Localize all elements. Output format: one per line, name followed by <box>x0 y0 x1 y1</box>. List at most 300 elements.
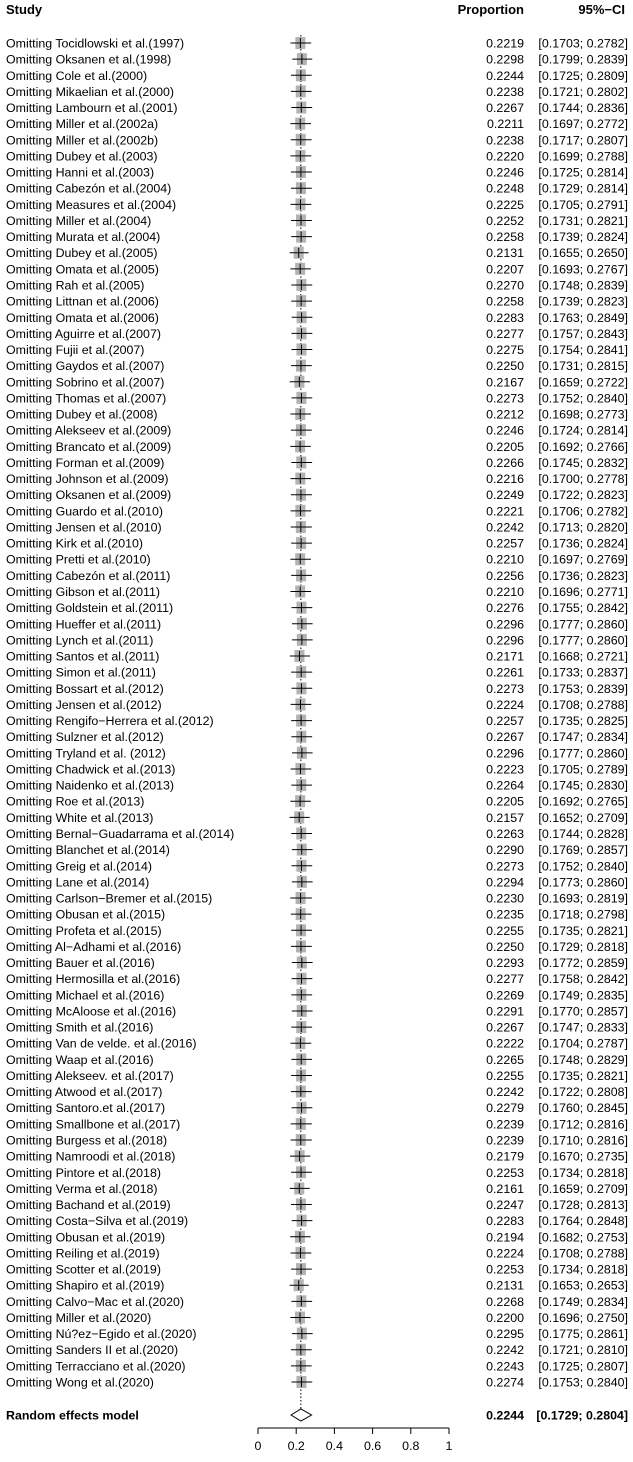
study-row <box>6 1053 628 1067</box>
study-proportion: 0.2261 <box>486 665 524 680</box>
study-ci: [0.1736; 0.2824] <box>538 536 628 551</box>
study-row <box>6 1069 628 1083</box>
study-row <box>6 456 628 470</box>
study-label: Omitting Jensen et al.(2010) <box>6 520 162 535</box>
study-proportion: 0.2277 <box>486 972 524 987</box>
study-ci: [0.1728; 0.2813] <box>538 1198 628 1213</box>
study-ci: [0.1729; 0.2814] <box>538 181 628 196</box>
study-ci: [0.1718; 0.2798] <box>538 907 628 922</box>
study-row <box>6 311 628 325</box>
study-row <box>6 569 628 583</box>
study-label: Omitting Miller et al.(2004) <box>6 213 152 228</box>
study-ci: [0.1769; 0.2857] <box>538 843 628 858</box>
study-label: Omitting Littnan et al.(2006) <box>6 294 159 309</box>
study-proportion: 0.2250 <box>486 939 524 954</box>
study-proportion: 0.2224 <box>486 697 524 712</box>
study-row <box>6 1263 628 1277</box>
study-label: Omitting Shapiro et al.(2019) <box>6 1278 165 1293</box>
x-tick-label: 0.8 <box>402 1439 420 1453</box>
study-ci: [0.1703; 0.2782] <box>538 36 628 51</box>
study-ci: [0.1752; 0.2840] <box>538 859 628 874</box>
study-ci: [0.1696; 0.2750] <box>538 1310 628 1325</box>
study-proportion: 0.2211 <box>487 117 524 132</box>
study-proportion: 0.2223 <box>486 762 524 777</box>
study-row <box>6 214 628 228</box>
study-proportion: 0.2224 <box>486 1246 524 1261</box>
study-proportion: 0.2212 <box>486 407 524 422</box>
study-ci: [0.1777; 0.2860] <box>538 746 628 761</box>
study-row <box>6 1311 628 1325</box>
study-proportion: 0.2230 <box>486 891 524 906</box>
study-ci: [0.1735; 0.2825] <box>538 714 628 729</box>
study-row <box>6 1376 628 1390</box>
study-label: Omitting Carlson−Bremer et al.(2015) <box>6 891 213 906</box>
study-label: Omitting Bossart et al.(2012) <box>6 681 164 696</box>
study-row <box>6 101 628 115</box>
study-proportion: 0.2207 <box>486 262 524 277</box>
study-ci: [0.1653; 0.2653] <box>538 1278 628 1293</box>
study-row <box>6 1279 628 1293</box>
study-row <box>6 843 628 857</box>
study-proportion: 0.2179 <box>486 1149 524 1164</box>
study-row <box>6 762 628 776</box>
study-ci: [0.1725; 0.2809] <box>538 68 628 83</box>
study-ci: [0.1655; 0.2650] <box>538 246 628 261</box>
study-row <box>6 892 628 906</box>
study-row <box>6 472 628 486</box>
study-label: Omitting Roe et al.(2013) <box>6 794 145 809</box>
summary-diamond <box>291 1409 312 1421</box>
study-label: Omitting Dubey et al.(2005) <box>6 246 158 261</box>
study-label: Omitting Cabezón et al.(2004) <box>6 181 172 196</box>
study-row <box>6 972 628 986</box>
study-label: Omitting Hanni et al.(2003) <box>6 165 155 180</box>
study-ci: [0.1753; 0.2839] <box>538 681 628 696</box>
study-proportion: 0.2253 <box>486 1165 524 1180</box>
study-proportion: 0.2266 <box>486 455 524 470</box>
study-label: Omitting Smith et al.(2016) <box>6 1020 154 1035</box>
study-label: Omitting Tryland et al. (2012) <box>6 746 166 761</box>
study-proportion: 0.2264 <box>486 778 524 793</box>
study-ci: [0.1748; 0.2839] <box>538 278 628 293</box>
study-ci: [0.1693; 0.2767] <box>538 262 628 277</box>
study-row <box>6 230 628 244</box>
study-ci: [0.1692; 0.2766] <box>538 439 628 454</box>
study-row <box>6 908 628 922</box>
study-ci: [0.1733; 0.2837] <box>538 665 628 680</box>
study-ci: [0.1704; 0.2787] <box>538 1036 628 1051</box>
study-ci: [0.1745; 0.2830] <box>538 778 628 793</box>
study-proportion: 0.2263 <box>486 826 524 841</box>
study-row <box>6 1214 628 1228</box>
study-ci: [0.1755; 0.2842] <box>538 601 628 616</box>
x-axis <box>255 1428 453 1453</box>
study-row <box>6 1182 628 1196</box>
study-proportion: 0.2242 <box>486 1343 524 1358</box>
study-row <box>6 520 628 534</box>
study-proportion: 0.2210 <box>486 585 524 600</box>
study-ci: [0.1710; 0.2816] <box>538 1133 628 1148</box>
study-proportion: 0.2239 <box>486 1133 524 1148</box>
study-row <box>6 1021 628 1035</box>
study-label: Omitting Bauer et al.(2016) <box>6 956 155 971</box>
study-proportion: 0.2277 <box>486 326 524 341</box>
study-proportion: 0.2293 <box>486 956 524 971</box>
study-ci: [0.1777; 0.2860] <box>538 633 628 648</box>
study-row <box>6 133 628 147</box>
study-proportion: 0.2296 <box>486 746 524 761</box>
study-label: Omitting Mikaelian et al.(2000) <box>6 84 175 99</box>
study-proportion: 0.2242 <box>486 520 524 535</box>
study-row <box>6 1101 628 1115</box>
study-ci: [0.1773; 0.2860] <box>538 875 628 890</box>
study-row <box>6 182 628 196</box>
study-proportion: 0.2269 <box>486 988 524 1003</box>
study-proportion: 0.2270 <box>486 278 524 293</box>
study-proportion: 0.2246 <box>486 165 524 180</box>
study-row <box>6 666 628 680</box>
study-proportion: 0.2225 <box>486 197 524 212</box>
study-row <box>6 343 628 357</box>
study-ci: [0.1659; 0.2709] <box>538 1181 628 1196</box>
study-row <box>6 698 628 712</box>
x-tick-label: 0.6 <box>363 1439 382 1453</box>
study-ci: [0.1659; 0.2722] <box>538 375 628 390</box>
study-proportion: 0.2247 <box>486 1198 524 1213</box>
study-proportion: 0.2244 <box>486 68 524 83</box>
study-label: Omitting Goldstein et al.(2011) <box>6 601 174 616</box>
study-row <box>6 117 628 131</box>
study-ci: [0.1725; 0.2814] <box>538 165 628 180</box>
study-row <box>6 504 628 518</box>
study-row <box>6 149 628 163</box>
study-row <box>6 1343 628 1357</box>
study-proportion: 0.2205 <box>486 439 524 454</box>
study-row <box>6 940 628 954</box>
study-label: Omitting Miller et al.(2020) <box>6 1310 152 1325</box>
study-ci: [0.1706; 0.2782] <box>538 504 628 519</box>
study-label: Omitting Omata et al.(2005) <box>6 262 159 277</box>
study-proportion: 0.2255 <box>486 1068 524 1083</box>
study-proportion: 0.2248 <box>486 181 524 196</box>
x-tick-label: 0.2 <box>287 1439 305 1453</box>
study-ci: [0.1696; 0.2771] <box>538 585 628 600</box>
study-proportion: 0.2131 <box>486 246 524 261</box>
study-row <box>6 440 628 454</box>
study-ci: [0.1760; 0.2845] <box>538 1101 628 1116</box>
study-ci: [0.1757; 0.2843] <box>538 326 628 341</box>
study-label: Omitting Scotter et al.(2019) <box>6 1262 161 1277</box>
study-row <box>6 1295 628 1309</box>
study-ci: [0.1747; 0.2833] <box>538 1020 628 1035</box>
x-tick-label: 1 <box>445 1439 453 1453</box>
study-ci: [0.1739; 0.2824] <box>538 230 628 245</box>
summary-proportion: 0.2244 <box>486 1408 524 1423</box>
study-label: Omitting Forman et al.(2009) <box>6 455 165 470</box>
study-row <box>6 617 628 631</box>
study-label: Omitting Michael et al.(2016) <box>6 988 165 1003</box>
study-label: Omitting Simon et al.(2011) <box>6 665 156 680</box>
study-label: Omitting Nú?ez−Egido et al.(2020) <box>6 1327 197 1342</box>
study-row <box>6 1134 628 1148</box>
study-label: Omitting Naidenko et al.(2013) <box>6 778 175 793</box>
study-row <box>6 714 628 728</box>
study-ci: [0.1729; 0.2818] <box>538 939 628 954</box>
study-label: Omitting Reiling et al.(2019) <box>6 1246 160 1261</box>
study-label: Omitting Terracciano et al.(2020) <box>6 1359 186 1374</box>
study-row <box>6 811 628 825</box>
study-row <box>6 69 628 83</box>
study-row <box>6 391 628 405</box>
study-proportion: 0.2194 <box>486 1230 524 1245</box>
study-label: Omitting Hermosilla et al.(2016) <box>6 972 181 987</box>
study-ci: [0.1770; 0.2857] <box>538 1004 628 1019</box>
study-label: Omitting Calvo−Mac et al.(2020) <box>6 1294 185 1309</box>
study-proportion: 0.2273 <box>486 681 524 696</box>
study-label: Omitting Al−Adhami et al.(2016) <box>6 939 182 954</box>
study-row <box>6 295 628 309</box>
study-label: Omitting Lynch et al.(2011) <box>6 633 154 648</box>
study-label: Omitting Dubey et al.(2003) <box>6 149 158 164</box>
study-rows <box>6 35 628 1409</box>
study-label: Omitting Van de velde. et al.(2016) <box>6 1036 197 1051</box>
study-label: Omitting Pretti et al.(2010) <box>6 552 151 567</box>
study-row <box>6 1166 628 1180</box>
study-label: Omitting Atwood et al.(2017) <box>6 1085 163 1100</box>
study-row <box>6 585 628 599</box>
study-row <box>6 682 628 696</box>
study-proportion: 0.2210 <box>486 552 524 567</box>
study-proportion: 0.2283 <box>486 310 524 325</box>
study-label: Omitting Lane et al.(2014) <box>6 875 150 890</box>
study-label: Omitting Pintore et al.(2018) <box>6 1165 161 1180</box>
study-proportion: 0.2267 <box>486 101 524 116</box>
study-ci: [0.1749; 0.2834] <box>538 1294 628 1309</box>
study-proportion: 0.2239 <box>486 1117 524 1132</box>
study-ci: [0.1705; 0.2791] <box>538 197 628 212</box>
study-proportion: 0.2290 <box>486 843 524 858</box>
study-row <box>6 262 628 276</box>
study-ci: [0.1731; 0.2815] <box>538 359 628 374</box>
study-row <box>6 424 628 438</box>
study-proportion: 0.2295 <box>486 1327 524 1342</box>
study-ci: [0.1736; 0.2823] <box>538 568 628 583</box>
study-row <box>6 795 628 809</box>
study-ci: [0.1744; 0.2836] <box>538 101 628 116</box>
study-label: Omitting Murata et al.(2004) <box>6 230 161 245</box>
study-label: Omitting Chadwick et al.(2013) <box>6 762 176 777</box>
study-proportion: 0.2249 <box>486 488 524 503</box>
study-label: Omitting Burgess et al.(2018) <box>6 1133 168 1148</box>
study-row <box>6 956 628 970</box>
study-label: Omitting Brancato et al.(2009) <box>6 439 172 454</box>
study-ci: [0.1713; 0.2820] <box>538 520 628 535</box>
study-proportion: 0.2268 <box>486 1294 524 1309</box>
study-row <box>6 408 628 422</box>
study-label: Omitting Obusan et al.(2019) <box>6 1230 166 1245</box>
summary-row <box>6 1409 628 1423</box>
study-label: Omitting Cabezón et al.(2011) <box>6 568 171 583</box>
study-row <box>6 327 628 341</box>
study-row <box>6 859 628 873</box>
study-ci: [0.1708; 0.2788] <box>538 697 628 712</box>
study-proportion: 0.2276 <box>486 601 524 616</box>
study-proportion: 0.2296 <box>486 633 524 648</box>
study-ci: [0.1698; 0.2773] <box>538 407 628 422</box>
study-ci: [0.1705; 0.2789] <box>538 762 628 777</box>
study-ci: [0.1682; 0.2753] <box>538 1230 628 1245</box>
study-proportion: 0.2296 <box>486 617 524 632</box>
study-proportion: 0.2275 <box>486 343 524 358</box>
study-label: Omitting Profeta et al.(2015) <box>6 923 162 938</box>
study-row <box>6 1004 628 1018</box>
x-tick-label: 0.4 <box>325 1439 344 1453</box>
study-ci: [0.1749; 0.2835] <box>538 988 628 1003</box>
study-label: Omitting Miller et al.(2002a) <box>6 117 159 132</box>
study-proportion: 0.2235 <box>486 907 524 922</box>
study-proportion: 0.2257 <box>486 714 524 729</box>
study-label: Omitting Sulzner et al.(2012) <box>6 730 164 745</box>
study-ci: [0.1724; 0.2814] <box>538 423 628 438</box>
study-proportion: 0.2220 <box>486 149 524 164</box>
study-proportion: 0.2267 <box>486 730 524 745</box>
study-row <box>6 1327 628 1341</box>
study-proportion: 0.2246 <box>486 423 524 438</box>
study-proportion: 0.2205 <box>486 794 524 809</box>
study-row <box>6 1150 628 1164</box>
study-proportion: 0.2258 <box>486 230 524 245</box>
study-ci: [0.1670; 0.2735] <box>538 1149 628 1164</box>
x-tick-label: 0 <box>254 1439 262 1453</box>
study-row <box>6 1198 628 1212</box>
header-ci: 95%−CI <box>578 2 625 17</box>
study-label: Omitting Cole et al.(2000) <box>6 68 148 83</box>
study-label: Omitting Namroodi et al.(2018) <box>6 1149 176 1164</box>
study-proportion: 0.2291 <box>486 1004 524 1019</box>
study-label: Omitting Bernal−Guadarrama et al.(2014) <box>6 826 235 841</box>
study-row <box>6 601 628 615</box>
study-proportion: 0.2273 <box>486 391 524 406</box>
study-proportion: 0.2238 <box>486 133 524 148</box>
study-proportion: 0.2257 <box>486 536 524 551</box>
study-ci: [0.1721; 0.2802] <box>538 84 628 99</box>
study-row <box>6 779 628 793</box>
study-ci: [0.1699; 0.2788] <box>538 149 628 164</box>
header-proportion: Proportion <box>457 2 524 17</box>
study-ci: [0.1753; 0.2840] <box>538 1375 628 1390</box>
header-study: Study <box>6 2 43 17</box>
study-proportion: 0.2243 <box>486 1359 524 1374</box>
study-label: Omitting Santos et al.(2011) <box>6 649 160 664</box>
study-ci: [0.1725; 0.2807] <box>538 1359 628 1374</box>
study-label: Omitting Kirk et al.(2010) <box>6 536 144 551</box>
study-ci: [0.1712; 0.2816] <box>538 1117 628 1132</box>
study-ci: [0.1747; 0.2834] <box>538 730 628 745</box>
study-label: Omitting Sobrino et al.(2007) <box>6 375 165 390</box>
study-proportion: 0.2222 <box>486 1036 524 1051</box>
study-ci: [0.1739; 0.2823] <box>538 294 628 309</box>
study-row <box>6 198 628 212</box>
study-ci: [0.1731; 0.2821] <box>538 213 628 228</box>
study-label: Omitting Miller et al.(2002b) <box>6 133 159 148</box>
study-proportion: 0.2167 <box>486 375 524 390</box>
study-proportion: 0.2200 <box>486 1310 524 1325</box>
study-row <box>6 53 628 67</box>
study-ci: [0.1744; 0.2828] <box>538 826 628 841</box>
study-label: Omitting Fujii et al.(2007) <box>6 343 145 358</box>
study-ci: [0.1752; 0.2840] <box>538 391 628 406</box>
study-row <box>6 375 628 389</box>
study-row <box>6 246 628 260</box>
study-row <box>6 1230 628 1244</box>
study-ci: [0.1700; 0.2778] <box>538 472 628 487</box>
study-proportion: 0.2221 <box>486 504 524 519</box>
study-proportion: 0.2238 <box>486 84 524 99</box>
study-row <box>6 166 628 180</box>
study-label: Omitting Obusan et al.(2015) <box>6 907 166 922</box>
study-proportion: 0.2253 <box>486 1262 524 1277</box>
study-row <box>6 988 628 1002</box>
study-label: Omitting Dubey et al.(2008) <box>6 407 158 422</box>
study-ci: [0.1721; 0.2810] <box>538 1343 628 1358</box>
study-proportion: 0.2242 <box>486 1085 524 1100</box>
study-ci: [0.1754; 0.2841] <box>538 343 628 358</box>
study-proportion: 0.2279 <box>486 1101 524 1116</box>
study-row <box>6 633 628 647</box>
study-ci: [0.1722; 0.2823] <box>538 488 628 503</box>
study-ci: [0.1652; 0.2709] <box>538 810 628 825</box>
study-proportion: 0.2258 <box>486 294 524 309</box>
study-row <box>6 85 628 99</box>
study-label: Omitting Greig et al.(2014) <box>6 859 152 874</box>
study-row <box>6 1359 628 1373</box>
study-ci: [0.1697; 0.2772] <box>538 117 628 132</box>
study-label: Omitting Santoro.et al.(2017) <box>6 1101 166 1116</box>
study-row <box>6 827 628 841</box>
study-proportion: 0.2273 <box>486 859 524 874</box>
study-row <box>6 924 628 938</box>
study-label: Omitting Guardo et al.(2010) <box>6 504 164 519</box>
study-label: Omitting Aguirre et al.(2007) <box>6 326 161 341</box>
study-label: Omitting Blanchet et al.(2014) <box>6 843 170 858</box>
study-ci: [0.1745; 0.2832] <box>538 455 628 470</box>
study-proportion: 0.2250 <box>486 359 524 374</box>
study-row <box>6 746 628 760</box>
study-label: Omitting Rengifo−Herrera et al.(2012) <box>6 714 214 729</box>
study-ci: [0.1735; 0.2821] <box>538 1068 628 1083</box>
study-label: Omitting White et al.(2013) <box>6 810 154 825</box>
study-label: Omitting Hueffer et al.(2011) <box>6 617 162 632</box>
study-ci: [0.1668; 0.2721] <box>538 649 628 664</box>
study-ci: [0.1693; 0.2819] <box>538 891 628 906</box>
study-proportion: 0.2157 <box>486 810 524 825</box>
study-label: Omitting Gibson et al.(2011) <box>6 585 161 600</box>
study-proportion: 0.2274 <box>486 1375 524 1390</box>
study-ci: [0.1763; 0.2849] <box>538 310 628 325</box>
study-label: Omitting Measures et al.(2004) <box>6 197 177 212</box>
study-label: Omitting Costa−Silva et al.(2019) <box>6 1214 189 1229</box>
study-proportion: 0.2219 <box>486 36 524 51</box>
study-row <box>6 37 628 51</box>
study-ci: [0.1777; 0.2860] <box>538 617 628 632</box>
study-row <box>6 488 628 502</box>
study-ci: [0.1748; 0.2829] <box>538 1052 628 1067</box>
study-ci: [0.1735; 0.2821] <box>538 923 628 938</box>
study-label: Omitting Bachand et al.(2019) <box>6 1198 171 1213</box>
study-row <box>6 730 628 744</box>
study-proportion: 0.2267 <box>486 1020 524 1035</box>
study-proportion: 0.2256 <box>486 568 524 583</box>
